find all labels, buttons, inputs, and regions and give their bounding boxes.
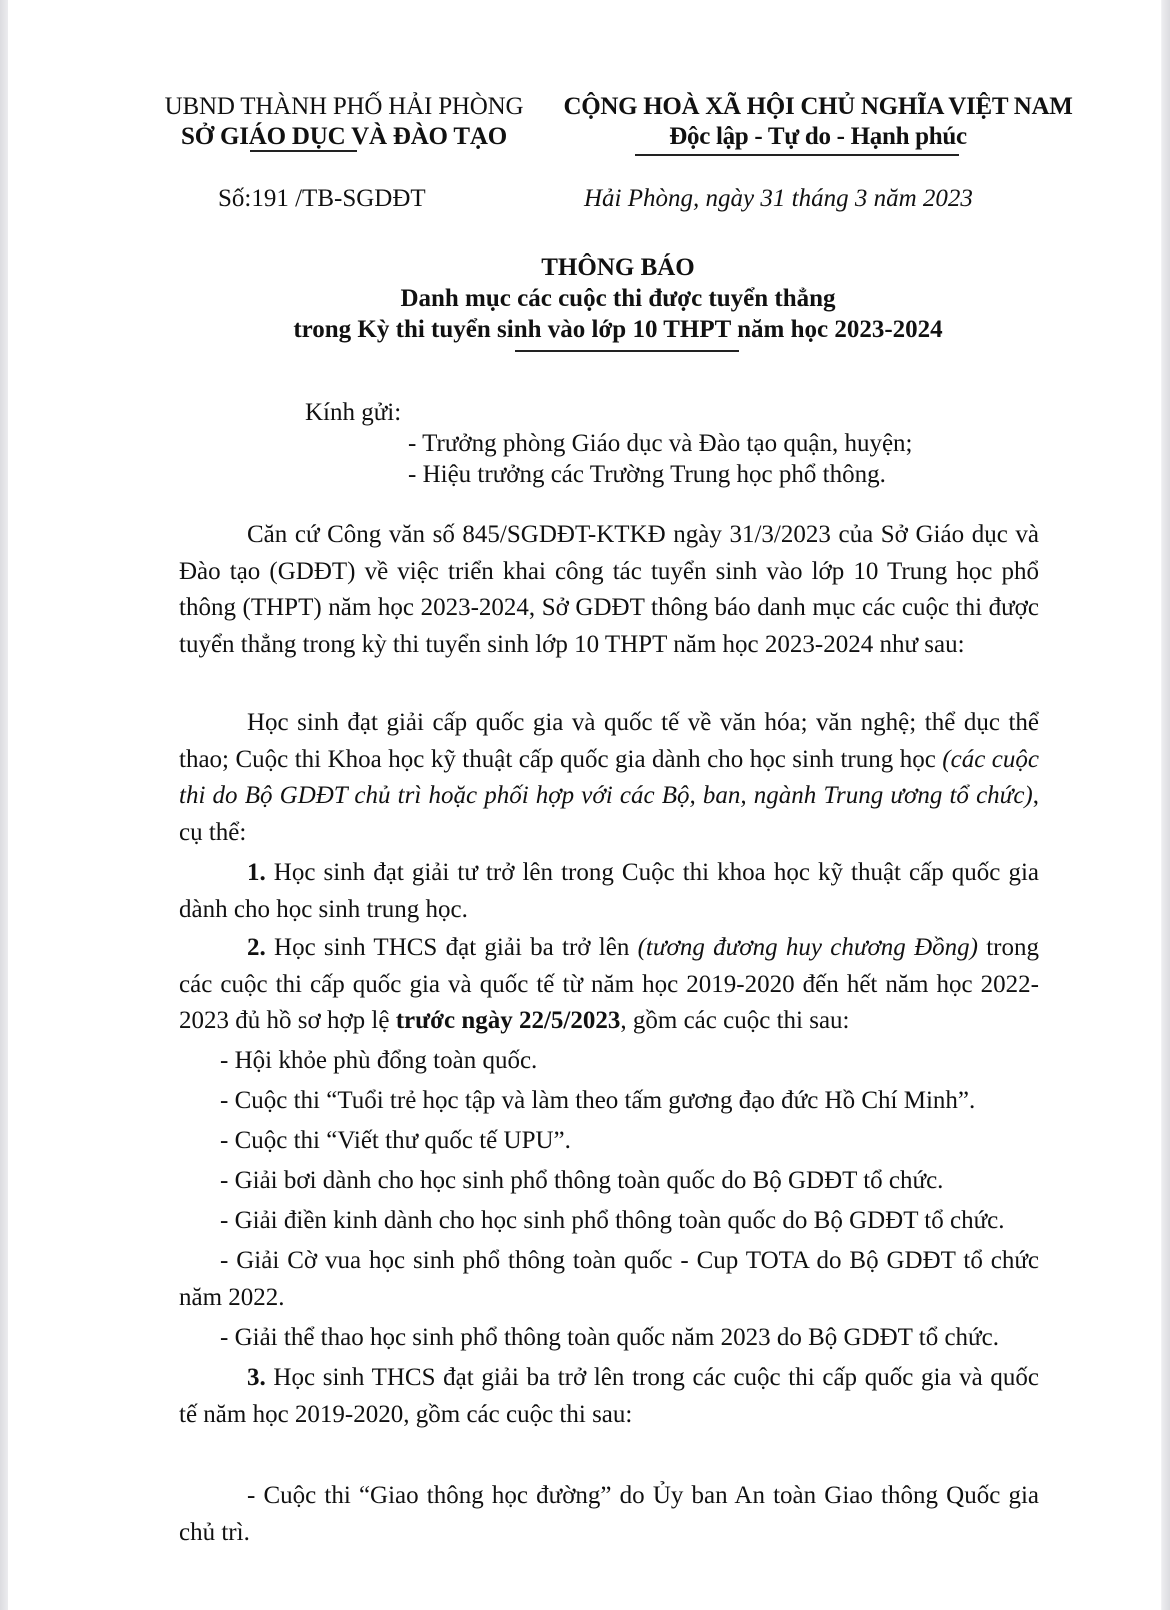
general-tail: , cụ thể:: [179, 782, 1039, 846]
page-edge-left: [0, 0, 8, 1610]
document-subtitle-2: trong Kỳ thi tuyển sinh vào lớp 10 THPT năm học 2023-2024: [293, 316, 943, 343]
recipients-label: Kính gửi:: [305, 399, 402, 426]
document-number: Số:191 /TB-SGDĐT: [218, 185, 426, 212]
motto-underline: [635, 154, 959, 156]
section-1-number: 1.: [247, 859, 266, 886]
section-2-item: - Cuộc thi “Viết thư quốc tế UPU”.: [220, 1127, 571, 1154]
national-header: [548, 92, 1088, 152]
general-paragraph: [179, 705, 1039, 851]
section-2-item: - Giải Cờ vua học sinh phổ thông toàn quốc - Cup TOTA do Bộ GDĐT tổ chức năm 2022.: [179, 1247, 1039, 1311]
section-2-item: - Cuộc thi “Tuổi trẻ học tập và làm theo tấm gương đạo đức Hồ Chí Minh”.: [220, 1087, 976, 1114]
section-1: [179, 855, 1039, 928]
section-3-item: - Cuộc thi “Giao thông học đường” do Ủy ban An toàn Giao thông Quốc gia chủ trì.: [179, 1482, 1039, 1546]
issuer-underline: [250, 150, 357, 152]
issuer-header: [158, 92, 530, 152]
section-2-item: - Giải bơi dành cho học sinh phổ thông toàn quốc do Bộ GDĐT tổ chức.: [220, 1167, 944, 1194]
section-2-item: - Giải điền kinh dành cho học sinh phổ thông toàn quốc do Bộ GDĐT tổ chức.: [220, 1207, 1005, 1234]
section-2-text-cont: trong các cuộc thi cấp quốc gia và quốc tế từ năm học 2019-2020 đến hết năm học 2022-2023 đủ hồ sơ hợp lệ: [179, 934, 1040, 1034]
document-page: [8, 0, 1162, 1610]
national-motto: Độc lập - Tự do - Hạnh phúc: [669, 123, 967, 150]
document-subtitle-1: Danh mục các cuộc thi được tuyển thẳng: [400, 285, 836, 312]
section-2-text: Học sinh THCS đạt giải ba trở lên: [265, 934, 638, 961]
page-edge-right: [1161, 0, 1170, 1610]
issuer-department: SỞ GIÁO DỤC VÀ ĐÀO TẠO: [181, 123, 507, 150]
intro-paragraph: Căn cứ Công văn số 845/SGDĐT-KTKĐ ngày 31/3/2023 của Sở Giáo dục và Đào tạo (GDĐT) về việc triển khai công tác tuyển sinh vào lớp 10 Trung học phổ thông (THPT) năm học 2023-2024, Sở GDĐT thông báo danh mục các cuộc thi được tuyển thẳng trong kỳ thi tuyển sinh lớp 10 THPT năm học 2023-2024 như sau:: [179, 521, 1039, 658]
section-2-item: - Hội khỏe phù đổng toàn quốc.: [220, 1047, 538, 1074]
place-date: Hải Phòng, ngày 31 tháng 3 năm 2023: [584, 185, 973, 212]
recipient-item: - Trưởng phòng Giáo dục và Đào tạo quận, huyện;: [408, 430, 913, 457]
section-3-number: 3.: [247, 1364, 266, 1391]
issuer-authority: UBND THÀNH PHỐ HẢI PHÒNG: [164, 93, 524, 120]
section-3: [179, 1360, 1039, 1433]
section-2: [179, 930, 1039, 1040]
title-underline: [515, 350, 739, 352]
national-title: CỘNG HOÀ XÃ HỘI CHỦ NGHĨA VIỆT NAM: [563, 93, 1073, 120]
section-2-deadline: trước ngày 22/5/2023: [395, 1007, 621, 1034]
section-2-note: (tương đương huy chương Đồng): [637, 934, 978, 961]
general-note: (các cuộc thi do Bộ GDĐT chủ trì hoặc phối hợp với các Bộ, ban, ngành Trung ương tổ chức): [179, 745, 1039, 809]
section-2-tail: , gồm các cuộc thi sau:: [620, 1007, 850, 1034]
section-3-text: Học sinh THCS đạt giải ba trở lên trong các cuộc thi cấp quốc gia và quốc tế năm học 2019-2020, gồm các cuộc thi sau:: [179, 1364, 1039, 1428]
section-2-item: - Giải thể thao học sinh phổ thông toàn quốc năm 2023 do Bộ GDĐT tổ chức.: [220, 1324, 999, 1351]
recipient-item: - Hiệu trưởng các Trường Trung học phổ thông.: [408, 461, 886, 488]
document-title: THÔNG BÁO: [541, 254, 695, 281]
section-2-number: 2.: [247, 934, 266, 961]
general-text: Học sinh đạt giải cấp quốc gia và quốc tế về văn hóa; văn nghệ; thể dục thể thao; Cuộc thi Khoa học kỹ thuật cấp quốc gia dành cho học sinh trung học: [179, 709, 1039, 773]
section-1-text: Học sinh đạt giải tư trở lên trong Cuộc thi khoa học kỹ thuật cấp quốc gia dành cho học sinh trung học.: [179, 859, 1039, 923]
